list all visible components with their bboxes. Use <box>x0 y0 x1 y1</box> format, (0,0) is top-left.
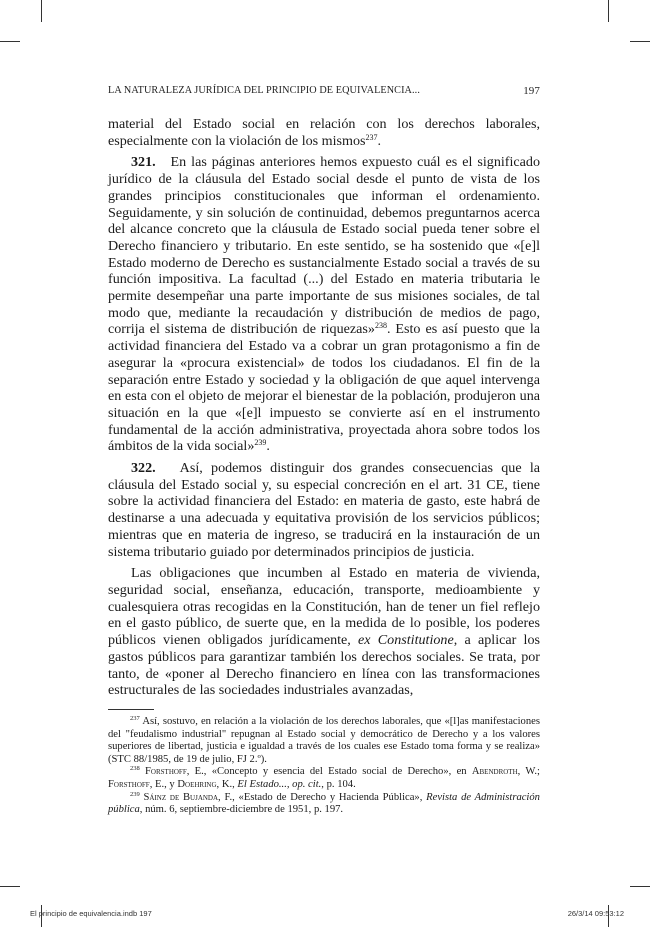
crop-mark <box>0 41 20 42</box>
paragraph-number: 322. <box>131 460 156 477</box>
paragraph-322: 322. Así, podemos distinguir dos grandes consecuencias que la cláusula del Estado social y, su especial concreción en el art. 31 CE, tiene sobre la actividad financiera del Estado: en materia de gasto, este habrá de destinarse a una adecuada y equitativa provisión de los servicios públicos; mientras que en materia de ingreso, se traducirá en la instauración de un sistema tributario guiado por determinados principios de justicia. <box>108 460 541 560</box>
crop-mark <box>630 41 650 42</box>
running-header <box>108 85 540 96</box>
paragraph-number: 321. <box>131 154 156 171</box>
footnote-238: $^{238}$ Forsthoff, E., «Concepto y esencia del Estado social de Derecho», en Abendroth, W.; Forsthoff, E., y Doehring, K., El Estado..., op. cit., p. 104. <box>108 765 540 790</box>
print-slug-file: El principio de equivalencia.indb 197 <box>30 909 152 918</box>
paragraph-obligaciones: Las obligaciones que incumben al Estado en materia de vivienda, seguridad social, enseñanza, educación, transporte, medioambiente y cualesquiera otras recogidas en la Constitución, han de tener un fiel reflejo en el gasto público, de suerte que, en la medida de lo posible, los poderes públicos vienen obligados jurídicamente, ex Constitutione, a aplicar los gastos públicos para garantizar también los derechos sociales. Se trata, por tanto, de «poner al Derecho financiero en línea con las transformaciones estructurales de las sociedades industriales avanzadas, <box>108 565 540 699</box>
paragraph-321: 321. En las páginas anteriores hemos expuesto cuál es el significado jurídico de la cláusula del Estado social desde el punto de vista de los grandes principios constitucionales que informan el ordenamiento. Seguidamente, y sin solución de continuidad, debemos preguntarnos acerca del alcance concreto que la cláusula de Estado social pueda tener sobre el Derecho financiero y tributario. En este sentido, se ha sostenido que «[e]l Estado moderno de Derecho es sustancialmente Estado social a través de su función impositiva. La facultad (...) del Estado en materia tributaria le permite desempeñar una parte importante de sus misiones sociales, de tal modo que, mediante la recaudación y distribución de medios de pago, corrija el sistema de distribución de riquezas»$^{238}$. Esto es así puesto que la actividad financiera del Estado va a cobrar un gran protagonismo a fin de asegurar la «procura existencial» de todos los ciudadanos. El fin de la separación entre Estado y sociedad y la obligación de que aquel intervenga en esta con el objeto de mejorar el bienestar de la población, produjeron una situación en la que «[e]l impuesto se convierte así en el instrumento fundamental de la acción administrativa, proyectada ahora sobre todos los ámbitos de la vida social»$^{239}$. <box>108 154 540 455</box>
crop-mark <box>630 886 650 887</box>
footnotes <box>108 716 540 817</box>
footnote-239: $^{239}$ Sáinz de Bujanda, F., «Estado de Derecho y Hacienda Pública», Revista de Administración pública, núm. 6, septiembre-diciembre de 1951, p. 197. <box>108 790 540 816</box>
footnote-ref: 237 <box>365 132 378 142</box>
footnote-237: $^{237}$ Así, sostuvo, en relación a la violación de los derechos laborales, que «[l]as manifestaciones del "feudalismo industrial" repugnan al Estado social y democrático de Derecho y a los valores superiores de libertad, justicia e igualdad a través de los cuales ese Estado toma forma y se realiza» (STC 88/1985, de 19 de julio, FJ 2.º). <box>108 715 540 765</box>
footnote-ref: 239 <box>254 438 267 448</box>
paragraph-continuation: material del Estado social en relación con los derechos laborales, especialmente con la violación de los mismos$^{237}$. <box>108 116 540 149</box>
page-number: 197 <box>523 85 540 97</box>
crop-mark <box>0 886 20 887</box>
footnote-separator <box>108 709 154 710</box>
print-slug-datetime: 26/3/14 09:53:12 <box>567 909 624 918</box>
running-title: LA NATURALEZA JURÍDICA DEL PRINCIPIO DE EQUIVALENCIA... <box>108 85 420 96</box>
body-text <box>108 116 540 699</box>
crop-mark <box>608 0 609 22</box>
footnote-ref: 238 <box>374 321 387 331</box>
crop-mark <box>41 0 42 22</box>
